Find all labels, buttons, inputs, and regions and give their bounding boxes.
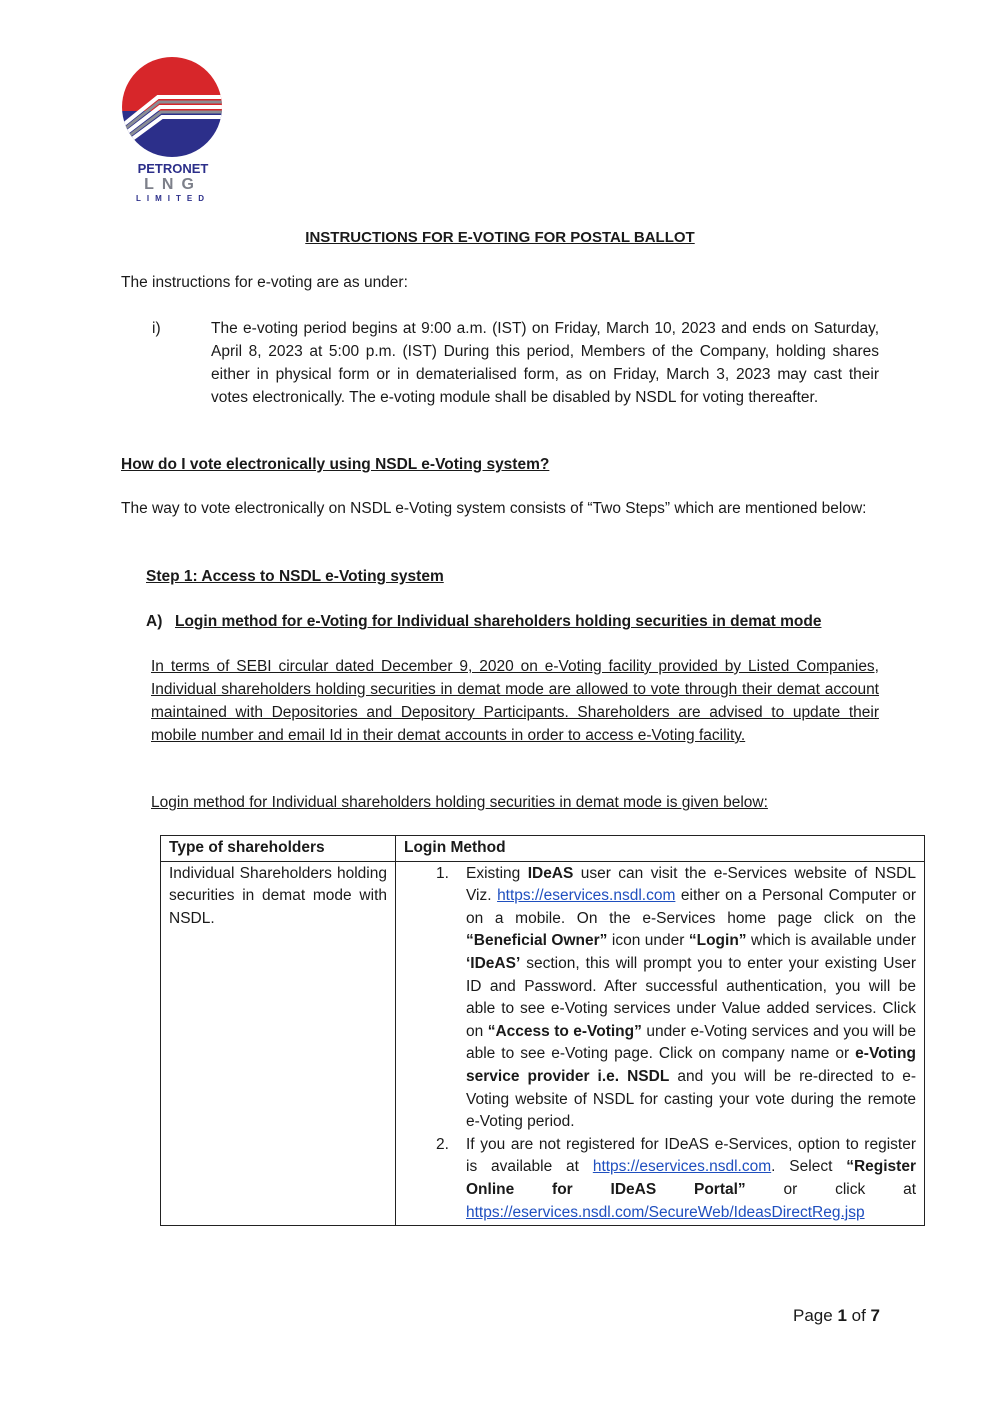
step-number: 1. xyxy=(436,864,449,882)
step1-heading: Step 1: Access to NSDL e-Voting system xyxy=(146,568,444,585)
login-method-table xyxy=(160,835,925,1226)
logo-line3: LIMITED xyxy=(136,194,210,203)
nsdl-eservices-link[interactable]: https://eservices.nsdl.com xyxy=(497,887,676,905)
header-type-of-shareholders: Type of shareholders xyxy=(161,836,396,862)
section-a-heading: Login method for e-Voting for Individual shareholders holding securities in demat mode xyxy=(175,613,822,630)
login-step-1: 1. Existing IDeAS user can visit the e-Services website of NSDL Viz. https://eservices.nsdl.com either on a Personal Computer or on a mobile. On the e-Services home page click on the “Beneficial Owner” icon under “Login” which is available under ‘IDeAS’ section, this will prompt you to enter your existing User ID and Password. After successful authentication, you will be able to see e-Voting services under Value added services. Click on “Access to e-Voting” under e-Voting services and you will be able to see e-Voting page. Click on company name or e-Voting service provider i.e. NSDL and you will be re-directed to e-Voting website of NSDL for casting your vote during the remote e-Voting period. xyxy=(436,864,917,1131)
table-header-row xyxy=(161,836,925,862)
nsdl-eservices-link[interactable]: https://eservices.nsdl.com xyxy=(592,1158,772,1176)
login-steps-list xyxy=(404,863,916,1225)
two-steps-text: The way to vote electronically on NSDL e-Voting system consists of “Two Steps” which are mentioned below: xyxy=(121,500,867,517)
step-number: 2. xyxy=(436,1135,449,1153)
logo-line2: LNG xyxy=(144,176,202,193)
petronet-logo-icon xyxy=(118,55,228,205)
section-a-marker: A) xyxy=(146,613,163,630)
logo-line1: PETRONET xyxy=(137,161,209,176)
sebi-circular-text: In terms of SEBI circular dated December 9, 2020 on e-Voting facility provided by Listed Companies, Individual shareholders holding securities in demat mode are allowed to vote through their demat account maintained with Depositories and Depository Participants. Shareholders are advised to update their mobile number and email Id in their demat accounts in order to access e-Voting facility. xyxy=(151,658,879,744)
page-title: INSTRUCTIONS FOR E-VOTING FOR POSTAL BALLOT xyxy=(305,229,695,246)
login-step-2: 2. If you are not registered for IDeAS e-Services, option to register is available at https://eservices.nsdl.com. Select “Register Online for IDeAS Portal” or click at https://eservices.nsdl.com/SecureWeb/IdeasDirectReg.jsp xyxy=(436,1135,916,1221)
table-row xyxy=(161,861,925,1226)
item-i-marker: i) xyxy=(152,320,161,337)
header-login-method: Login Method xyxy=(396,836,925,862)
login-method-cell xyxy=(396,861,925,1226)
intro-text: The instructions for e-voting are as under: xyxy=(121,274,408,291)
login-method-intro: Login method for Individual shareholders holding securities in demat mode is given below: xyxy=(151,794,768,811)
shareholder-type-cell: Individual Shareholders holding securities in demat mode with NSDL. xyxy=(161,861,396,1226)
item-i-text: The e-voting period begins at 9:00 a.m. (IST) on Friday, March 10, 2023 and ends on Saturday, April 8, 2023 at 5:00 p.m. (IST) During this period, Members of the Company, holding shares either in physical form or in dematerialised form, as on Friday, March 3, 2023 may cast their votes electronically. The e-voting module shall be disabled by NSDL for voting thereafter. xyxy=(211,320,879,406)
company-logo xyxy=(118,55,228,205)
vote-question-heading: How do I vote electronically using NSDL e-Voting system? xyxy=(121,456,550,473)
page-number: Page 1 of 7 xyxy=(793,1306,880,1325)
ideas-direct-reg-link[interactable]: https://eservices.nsdl.com/SecureWeb/IdeasDirectReg.jsp xyxy=(466,1203,865,1221)
